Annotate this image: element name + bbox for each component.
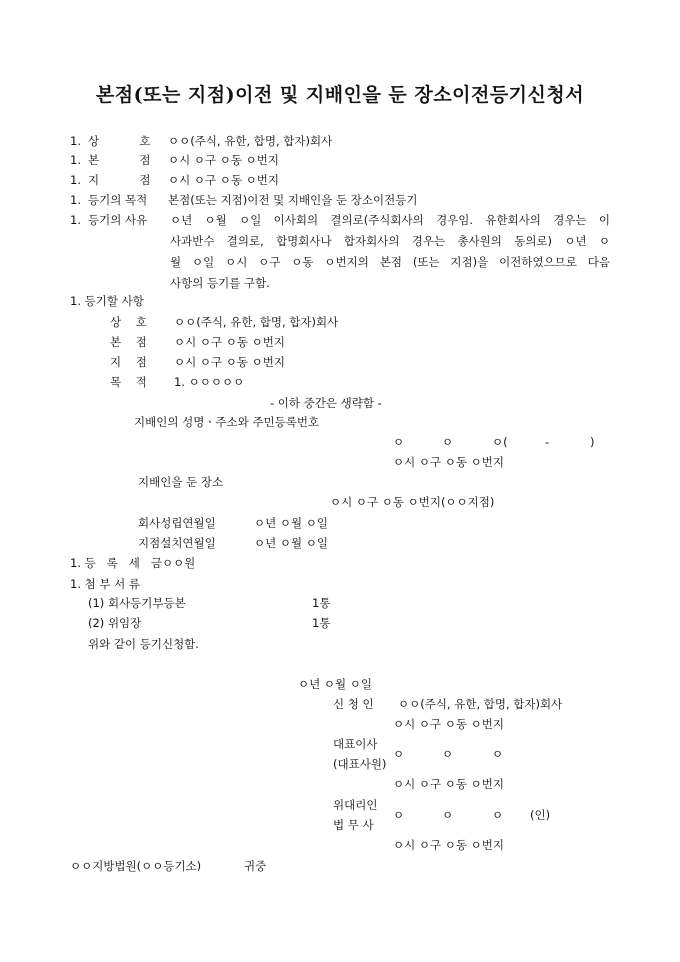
registration-tax: 1. 등 록 세 금ㅇㅇ원: [70, 556, 196, 570]
branch-establishment-label: 지점설치연월일: [138, 536, 216, 550]
trade-name-value: ㅇㅇ(주식, 유한, 합명, 합자)회사: [168, 134, 333, 148]
applicant-value: ㅇㅇ(주식, 유한, 합명, 합자)회사: [398, 697, 563, 711]
agent-label: 위대리인: [333, 798, 378, 812]
branch-establishment-value: ㅇ년 ㅇ월 ㅇ일: [254, 536, 328, 550]
manager-place-value: ㅇ시 ㅇ구 ㅇ동 ㅇ번지(ㅇㅇ지점): [330, 495, 495, 509]
matters-header: 1. 등기할 사항: [70, 294, 144, 308]
applicant-address: ㅇ시 ㅇ구 ㅇ동 ㅇ번지: [393, 717, 504, 731]
agent-name-part: ㅇ: [393, 808, 405, 822]
establishment-label: 회사성립연월일: [138, 516, 216, 530]
purpose-label: 등기의 목적: [88, 193, 148, 207]
representative-address: ㅇ시 ㅇ구 ㅇ동 ㅇ번지: [393, 777, 504, 791]
representative-name-part: ㅇ: [393, 747, 405, 761]
branch-value: ㅇ시 ㅇ구 ㅇ동 ㅇ번지: [168, 173, 279, 187]
item-number: 1.: [70, 153, 81, 167]
representative-sublabel: (대표사원): [333, 757, 387, 771]
court-name: ㅇㅇ지방법원(ㅇㅇ등기소): [70, 859, 202, 873]
application-date: ㅇ년 ㅇ월 ㅇ일: [298, 677, 372, 691]
matter-label-purpose: 목 적: [110, 375, 147, 389]
attachment-count: 1통: [312, 596, 331, 610]
head-office-label: 본 점: [88, 153, 151, 167]
matter-value-branch: ㅇ시 ㅇ구 ㅇ동 ㅇ번지: [174, 355, 285, 369]
manager-resident-close: ): [590, 435, 595, 449]
item-number: 1.: [70, 193, 81, 207]
manager-info-label: 지배인의 성명ㆍ주소와 주민등록번호: [134, 415, 320, 429]
matter-value-trade-name: ㅇㅇ(주식, 유한, 합명, 합자)회사: [174, 315, 339, 329]
manager-address: ㅇ시 ㅇ구 ㅇ동 ㅇ번지: [393, 455, 504, 469]
matter-label-branch: 지 점: [110, 355, 147, 369]
establishment-value: ㅇ년 ㅇ월 ㅇ일: [254, 516, 328, 530]
agent-sublabel: 법 무 사: [333, 818, 374, 832]
reason-line-2: 사과반수 결의로, 합명회사나 합자회사의 경우는 총사원의 동의로) ㅇ년 ㅇ: [170, 234, 610, 248]
agent-address: ㅇ시 ㅇ구 ㅇ동 ㅇ번지: [393, 838, 504, 852]
reason-label: 등기의 사유: [88, 213, 148, 227]
manager-resident-open: ㅇ(: [492, 435, 508, 449]
manager-name-part: ㅇ: [442, 435, 454, 449]
closing-statement: 위와 같이 등기신청함.: [88, 637, 199, 651]
purpose-value: 본점(또는 지점)이전 및 지배인을 둔 장소이전등기: [168, 193, 418, 207]
manager-name-part: ㅇ: [393, 435, 405, 449]
agent-name-part: ㅇ: [442, 808, 454, 822]
manager-resident-dash: -: [545, 435, 550, 449]
item-number: 1.: [70, 173, 81, 187]
representative-name-part: ㅇ: [442, 747, 454, 761]
matter-value-purpose: 1. ㅇㅇㅇㅇㅇ: [174, 375, 245, 389]
matter-value-head-office: ㅇ시 ㅇ구 ㅇ동 ㅇ번지: [174, 335, 285, 349]
branch-label: 지 점: [88, 173, 151, 187]
representative-label: 대표이사: [333, 737, 378, 751]
item-number: 1.: [70, 134, 81, 148]
matter-label-head-office: 본 점: [110, 335, 147, 349]
applicant-label: 신 청 인: [333, 697, 374, 711]
court-suffix: 귀중: [244, 859, 267, 873]
agent-name-part: ㅇ: [492, 808, 504, 822]
trade-name-label: 상 호: [88, 134, 151, 148]
agent-seal: (인): [530, 808, 551, 822]
attachments-header: 1. 첨 부 서 류: [70, 577, 141, 591]
attachment-count: 1통: [312, 616, 331, 630]
reason-line-4: 사항의 등기를 구함.: [170, 276, 270, 290]
reason-line-1: ㅇ년 ㅇ월 ㅇ일 이사회의 결의로(주식회사의 경우임. 유한회사의 경우는 이: [170, 213, 610, 227]
matter-label-trade-name: 상 호: [110, 315, 147, 329]
item-number: 1.: [70, 213, 81, 227]
reason-line-3: 월 ㅇ일 ㅇ시 ㅇ구 ㅇ동 ㅇ번지의 본점 (또는 지점)을 이전하였으므로 다음: [170, 255, 610, 269]
manager-place-label: 지배인을 둔 장소: [138, 475, 224, 489]
omitted-note: - 이하 중간은 생략함 -: [270, 396, 382, 410]
page-title: 본점(또는 지점)이전 및 지배인을 둔 장소이전등기신청서: [95, 84, 585, 106]
representative-name-part: ㅇ: [492, 747, 504, 761]
head-office-value: ㅇ시 ㅇ구 ㅇ동 ㅇ번지: [168, 153, 279, 167]
attachment-name: (2) 위임장: [88, 616, 142, 630]
attachment-name: (1) 회사등기부등본: [88, 596, 186, 610]
